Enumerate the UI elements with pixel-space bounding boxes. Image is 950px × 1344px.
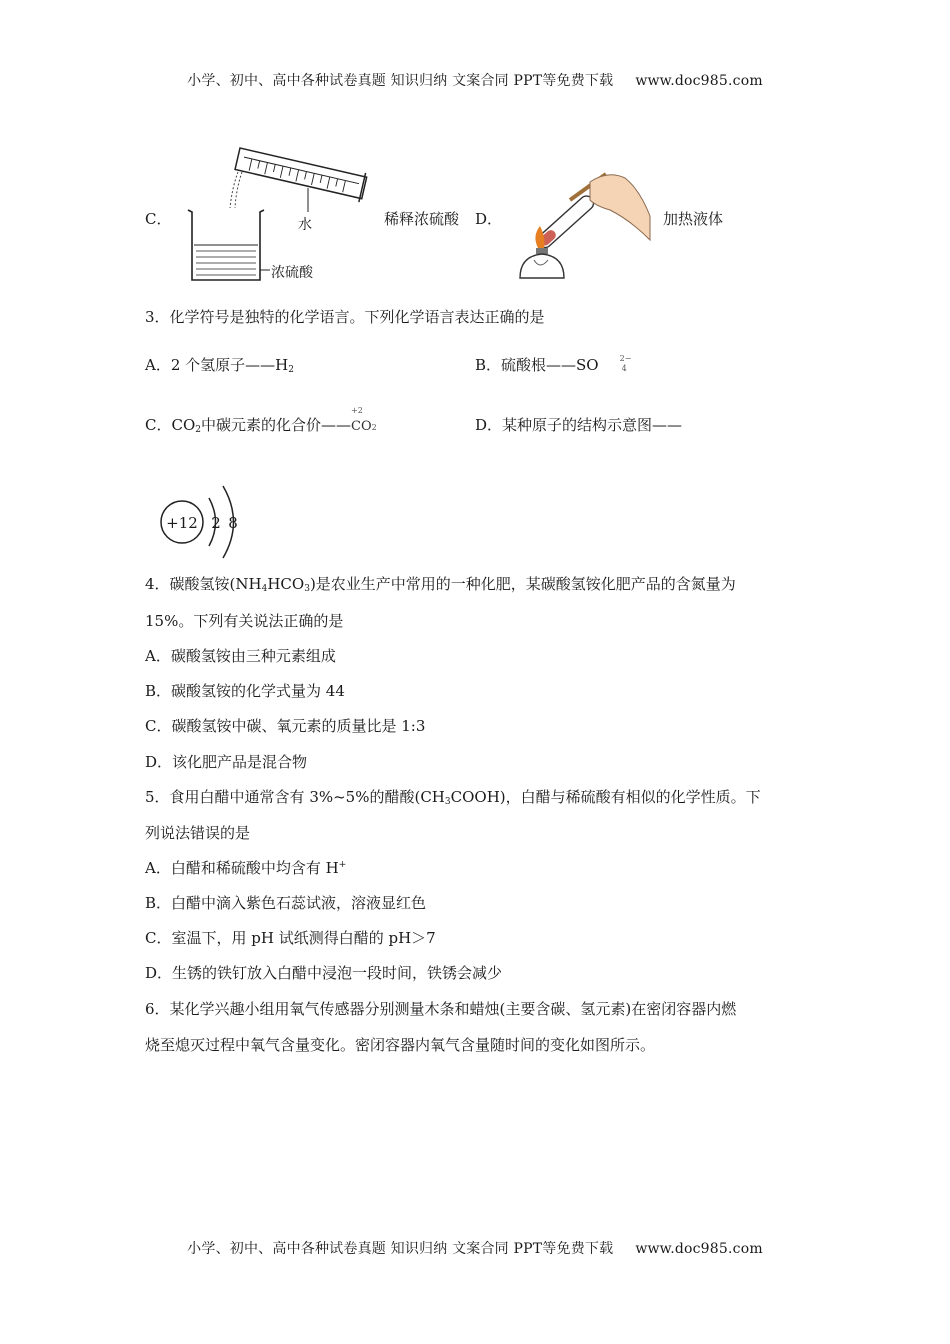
q4-l1-mid: HCO (267, 575, 305, 593)
q3-option-b (475, 354, 632, 375)
q3-option-d: D．某种原子的结构示意图—— (475, 416, 683, 434)
q4-l1-post: )是农业生产中常用的一种化肥，某碳酸氢铵化肥产品的含氮量为 (309, 575, 736, 593)
q4-stem-line1 (145, 573, 736, 594)
q3-c-formula-sub: 2 (371, 423, 377, 432)
q3-c-valence: +2 (351, 406, 363, 415)
pouring-stream (230, 172, 238, 208)
q4-option-a: A．碳酸氢铵由三种元素组成 (145, 647, 336, 665)
q4-option-c: C．碳酸氢铵中碳、氧元素的质量比是 1:3 (145, 717, 426, 735)
q4-option-b: B．碳酸氢铵的化学式量为 44 (145, 682, 345, 700)
q5-stem-line1 (145, 786, 761, 807)
q5-l1-post: COOH)，白醋与稀硫酸有相似的化学性质。下 (450, 788, 761, 806)
water-label: 水 (298, 217, 312, 233)
q4-l1-sub1: 4 (261, 584, 268, 594)
q5-stem-line2: 列说法错误的是 (145, 824, 251, 842)
nucleus-charge: +12 (166, 514, 198, 532)
beaker (188, 210, 264, 280)
q4-l1-pre: 4．碳酸氢铵(NH (145, 575, 262, 593)
q3-option-a (145, 354, 294, 375)
q5-option-a (145, 857, 346, 878)
shell-2-electrons: 8 (228, 514, 238, 532)
flame (535, 226, 544, 248)
q5-option-d: D．生锈的铁钉放入白醋中浸泡一段时间，铁锈会减少 (145, 964, 503, 982)
q3-option-c (145, 406, 377, 435)
q5-a-sup: + (338, 860, 347, 870)
q3-c-pre: C．CO (145, 416, 196, 434)
q6-stem-line2: 烧至熄灭过程中氧气含量变化。密闭容器内氧气含量随时间的变化如图所示。 (145, 1036, 656, 1054)
alcohol-lamp (520, 248, 564, 278)
q5-l1-pre: 5．食用白醋中通常含有 3%~5%的醋酸(CH (145, 788, 445, 806)
q3-stem: 3．化学符号是独特的化学语言。下列化学语言表达正确的是 (145, 308, 545, 326)
q3-b-charge: 2− (619, 354, 632, 363)
q2-option-d-label: D． (475, 210, 503, 228)
q5-a-text: A．白醋和稀硫酸中均含有 H (145, 859, 339, 877)
header-url[interactable]: www.doc985.com (635, 73, 763, 89)
q4-option-d: D．该化肥产品是混合物 (145, 753, 308, 771)
q5-option-b: B．白醋中滴入紫色石蕊试液，溶液显红色 (145, 894, 427, 912)
graduated-cylinder (234, 144, 367, 202)
q6-stem-line1: 6．某化学兴趣小组用氧气传感器分别测量木条和蜡烛(主要含碳、氢元素)在密闭容器内燃 (145, 1000, 737, 1018)
heating-figure (510, 160, 655, 285)
shell-1-electrons: 2 (211, 514, 221, 532)
q2-option-c-label: C． (145, 210, 172, 228)
q3-c-sub: 2 (195, 425, 201, 435)
q4-l1-sub2: 3 (304, 584, 310, 594)
hand (590, 175, 650, 240)
q3-a-text: A．2 个氢原子——H (145, 356, 289, 374)
q5-l1-sub: 3 (444, 797, 451, 807)
q3-b-text: B．硫酸根——SO (475, 356, 599, 374)
footer-url[interactable]: www.doc985.com (635, 1241, 763, 1257)
q3-a-sub: 2 (288, 365, 294, 375)
q3-c-mid: 中碳元素的化合价—— (201, 416, 352, 434)
page-header (0, 70, 950, 90)
valence-formula (351, 406, 377, 434)
q3-b-sub: 4 (621, 364, 627, 373)
header-text: 小学、初中、高中各种试卷真题 知识归纳 文案合同 PPT等免费下载 (187, 73, 614, 89)
page-footer (0, 1238, 950, 1258)
q3-c-formula: CO (351, 419, 372, 434)
q4-stem-line2: 15%。下列有关说法正确的是 (145, 612, 344, 630)
q2-c-caption: 稀释浓硫酸 (384, 210, 460, 228)
q5-option-c: C．室温下，用 pH 试纸测得白醋的 pH＞7 (145, 929, 436, 947)
atom-structure-diagram (152, 482, 252, 560)
q2-d-caption: 加热液体 (663, 210, 724, 228)
conc-acid-label: 浓硫酸 (271, 265, 313, 281)
footer-text: 小学、初中、高中各种试卷真题 知识归纳 文案合同 PPT等免费下载 (187, 1241, 614, 1257)
